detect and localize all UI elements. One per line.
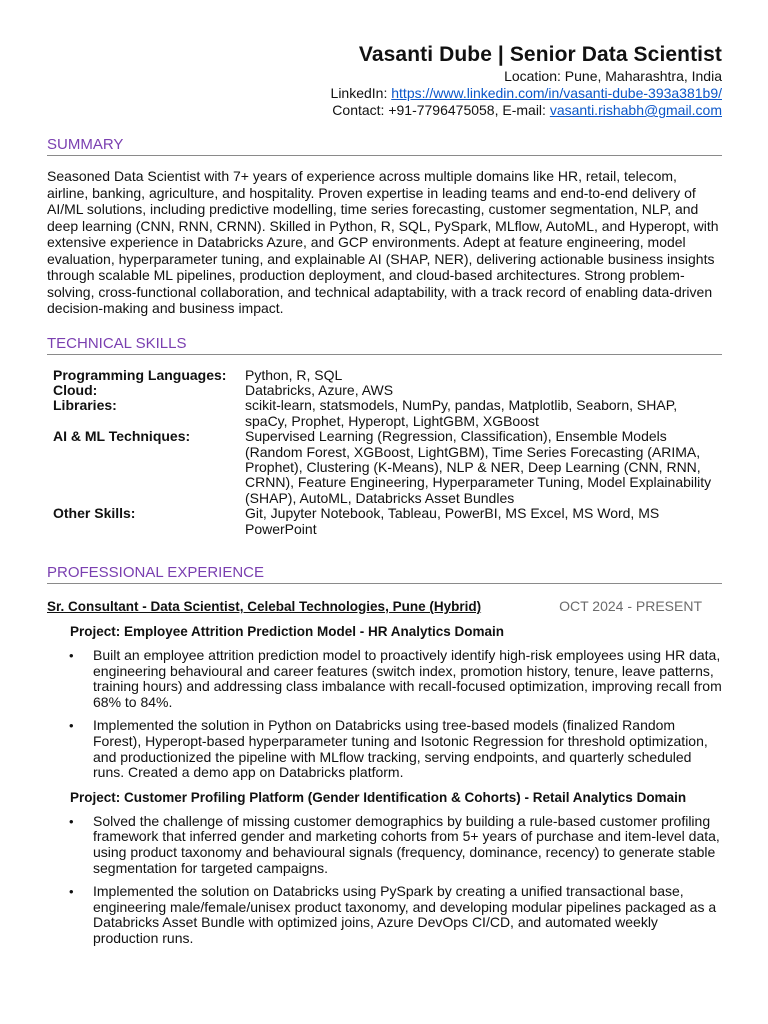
list-item: • Built an employee attrition prediction model to proactively identify high-risk employees using HR data, engineering behavioural and career features (switch index, promotion history, tenure, leave patterns, training hours) and addressing class imbalance with recall-focused optimization, improving recall from 68% to 84%. <box>47 648 722 710</box>
technical-skills-heading: TECHNICAL SKILLS <box>47 335 722 355</box>
job-dates: OCT 2024 - PRESENT <box>559 597 702 614</box>
summary-text: Seasoned Data Scientist with 7+ years of experience across multiple domains like HR, retail, telecom, airline, banking, agriculture, and hospitality. Proven expertise in leading teams and end-to-end delivery of AI/ML solutions, including predictive modelling, time series forecasting, customer segmentation, NLP, and deep learning (CNN, RNN, CRNN). Skilled in Python, R, SQL, PySpark, MLflow, AutoML, and Hyperopt, with extensive experience in Databricks Azure, and GCP environments. Adept at feature engineering, model evaluation, hyperparameter tuning, and explainable AI (SHAP, NER), delivering actionable business insights through scalable ML pipelines, production deployment, and cloud-based architectures. Strong problem-solving, cross-functional collaboration, and technical adaptability, with a track record of enabling data-driven decision-making and business impact. <box>47 168 719 316</box>
location-line: Location: Pune, Maharashtra, India <box>504 68 722 84</box>
skill-label: Other Skills: <box>53 505 136 522</box>
job-role-row <box>47 598 722 615</box>
skill-row <box>53 383 722 398</box>
contact-line <box>47 102 722 119</box>
skill-value: scikit-learn, statsmodels, NumPy, pandas, Matplotlib, Seaborn, SHAP, spaCy, Prophet, Hyperopt, LightGBM, XGBoost <box>245 397 678 429</box>
email-link[interactable]: vasanti.rishabh@gmail.com <box>549 102 722 118</box>
project-title: Project: Customer Profiling Platform (Gender Identification & Cohorts) - Retail Analytics Domain <box>70 789 687 805</box>
linkedin-label: LinkedIn: <box>330 85 392 101</box>
skill-label: Programming Languages: <box>53 366 227 383</box>
skill-row <box>53 398 722 429</box>
summary-heading: SUMMARY <box>47 136 722 156</box>
resume-header <box>47 0 722 119</box>
candidate-name-title: Vasanti Dube | Senior Data Scientist <box>358 43 722 66</box>
linkedin-link[interactable]: https://www.linkedin.com/in/vasanti-dube-393a381b9/ <box>391 85 722 101</box>
skill-label: Cloud: <box>53 381 98 398</box>
list-item: • Implemented the solution in Python on Databricks using tree-based models (finalized Random Forest), Hyperopt-based hyperparameter tuning and Isotonic Regression for threshold optimization, and productionized the pipeline with MLflow tracking, serving endpoints, and quarterly scheduled runs. Created a demo app on Databricks platform. <box>47 718 722 780</box>
skill-value: Python, R, SQL <box>245 366 343 383</box>
project-title: Project: Employee Attrition Prediction Model - HR Analytics Domain <box>70 623 505 639</box>
skill-value: Git, Jupyter Notebook, Tableau, PowerBI, MS Excel, MS Word, MS PowerPoint <box>245 505 660 537</box>
linkedin-line <box>47 85 722 102</box>
list-item: • Solved the challenge of missing customer demographics by building a rule-based customer profiling framework that inferred gender and marketing cohorts from 5+ years of purchase and item-level data, using product taxonomy and behavioural signals (frequency, dominance, recency) to generate stable segmentation for targeted campaigns. <box>47 814 722 876</box>
list-item: • Implemented the solution on Databricks using PySpark by creating a unified transactional base, engineering male/female/unisex product taxonomy, and developing modular pipelines packaged as a Databricks Asset Bundle with optimized joins, Azure DevOps CI/CD, and automated weekly production runs. <box>47 884 722 946</box>
project-bullet-list <box>47 814 722 947</box>
skill-value: Supervised Learning (Regression, Classification), Ensemble Models (Random Forest, XGBoost, LightGBM), Time Series Forecasting (ARIMA, Prophet), Clustering (K-Means), NLP & NER, Deep Learning (CNN, RNN, CRNN), Feature Engineering, Hyperparameter Tuning, Model Explainability (SHAP), AutoML, Databricks Asset Bundles <box>245 428 712 506</box>
experience-heading: PROFESSIONAL EXPERIENCE <box>47 564 722 584</box>
skill-row <box>53 368 722 383</box>
skill-label: AI & ML Techniques: <box>53 428 191 445</box>
skills-table <box>53 368 722 537</box>
skill-value: Databricks, Azure, AWS <box>245 381 394 398</box>
skill-row <box>53 506 722 537</box>
skill-label: Libraries: <box>53 397 117 414</box>
contact-label: Contact: +91-7796475058, E-mail: <box>332 102 550 118</box>
skill-row <box>53 429 722 506</box>
job-role-title: Sr. Consultant - Data Scientist, Celebal Technologies, Pune (Hybrid) <box>47 598 482 614</box>
project-bullet-list <box>47 648 722 781</box>
